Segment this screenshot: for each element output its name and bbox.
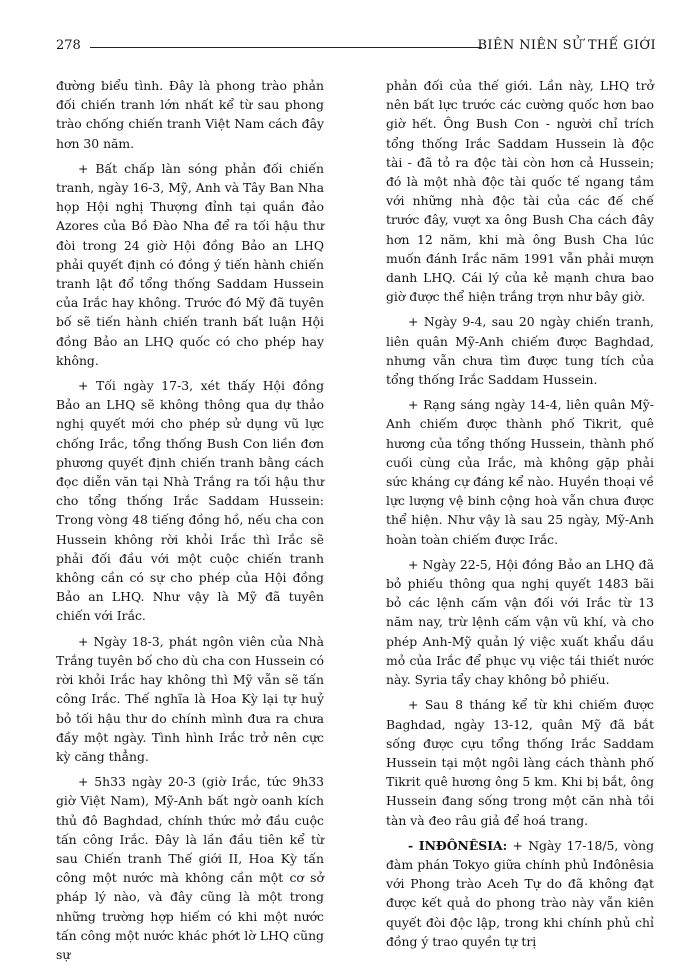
paragraph: + Ngày 22-5, Hội đồng Bảo an LHQ đã bỏ phiếu thông qua nghị quyết 1483 bãi bỏ các lệnh cấm vận đối với Irắc từ 13 năm nay, trừ lệnh cấm vận vũ khí, và cho phép Anh-Mỹ quản lý việc xuất khẩu dầu mỏ của Irắc để phục vụ việc tái thiết nước này. Syria tẩy chay không bỏ phiếu. — [386, 556, 654, 688]
paragraph-text: + Ngày 17-18/5, vòng đàm phán Tokyo giữa chính phủ Inđônêsia với Phong trào Aceh Tự do đã không đạt được kết quả do phong trào này vẫn kiên quyết đòi độc lập, trong khi chính phủ chỉ đồng ý trao quyền tự trị — [386, 837, 654, 949]
paragraph: + Ngày 18-3, phát ngôn viên của Nhà Trắng tuyên bố cho dù cha con Hussein có rời khỏi Irắc hay không thì Mỹ vẫn sẽ tấn công Irắc. Thế nghĩa là Hoa Kỳ lại tự huỷ bỏ tối hậu thư do chính mình đưa ra chưa đầy một ngày. Tình hình Irắc trở nên cực kỳ căng thẳng. — [56, 633, 324, 764]
paragraph: + Tối ngày 17-3, xét thấy Hội đồng Bảo an LHQ sẽ không thông qua dự thảo nghị quyết mới cho phép sử dụng vũ lực chống Irắc, tổng thống Bush Con liền đơn phương quyết định chiến tranh bằng cách đọc diễn văn tại Nhà Trắng ra tối hậu thư cho tổng thống Irắc Saddam Hussein: Trong vòng 48 tiếng đồng hồ, nếu cha con Hussein không rời khỏi Irắc thì Irắc sẽ phải đối đầu với một cuộc chiến tranh không cần có sự cho phép của Hội đồng Bảo an LHQ. Như vậy là Mỹ đã tuyên chiến với Irắc. — [56, 378, 324, 624]
left-column — [56, 76, 324, 970]
paragraph: + Ngày 9-4, sau 20 ngày chiến tranh, liên quân Mỹ-Anh chiếm được Baghdad, nhưng vẫn chưa tìm được tung tích của tổng thống Irắc Saddam Hussein. — [386, 314, 654, 388]
running-title: BIÊN NIÊN SỬ THẾ GIỚI — [477, 38, 656, 53]
paragraph: + Rạng sáng ngày 14-4, liên quân Mỹ-Anh chiếm được thành phố Tikrit, quê hương của tổng thống Hussein, thành phố cuối cùng của Irắc, mà không gặp phải sức kháng cự đáng kể nào. Huyền thoại về lực lượng vệ binh cộng hoà vẫn chưa được thể hiện. Như vậy là sau 25 ngày, Mỹ-Anh hoàn toàn chiếm được Irắc. — [386, 397, 654, 547]
header-rule — [90, 47, 482, 48]
page-header — [56, 38, 656, 58]
paragraph: + Sau 8 tháng kể từ khi chiếm được Baghdad, ngày 13-12, quân Mỹ đã bắt sống được cựu tổng thống Irắc Saddam Hussein tại một ngôi làng cách thành phố Tikrit quê hương ông 5 km. Khi bị bắt, ông Hussein đang sống trong một căn nhà tồi tàn và đeo râu giả để hoá trang. — [386, 697, 654, 828]
paragraph: + Bất chấp làn sóng phản đối chiến tranh, ngày 16-3, Mỹ, Anh và Tây Ban Nha họp Hội nghị Thượng đỉnh tại quần đảo Azores của Bồ Đào Nha để ra tối hậu thư đòi trong 24 giờ Hội đồng Bảo an LHQ phải quyết định có đồng ý tiến hành chiến tranh lật đổ tổng thống Saddam Hussein của Irắc hay không. Trước đó Mỹ đã tuyên bố sẽ tiến hành chiến tranh bất luận Hội đồng Bảo an LHQ quốc có cho phép hay không. — [56, 160, 324, 368]
right-column — [386, 76, 654, 957]
paragraph-indonesia — [386, 836, 654, 951]
paragraph: phản đối của thế giới. Lần này, LHQ trở nên bất lực trước các cường quốc hơn bao giờ hết. Ông Bush Con - người chỉ trích tổng thống Irắc Saddam Hussein là độc tài - đã tỏ ra độc tài còn hơn cả Hussein; đó là một nhà độc tài quốc tế ngang tầm với những nhà độc tài của các đế chế trước đây, vượt xa ông Bush Cha cách đây hơn 12 năm, khi mà ông Bush Cha lúc muốn đánh Irắc năm 1991 vẫn phải mượn danh LHQ. Cái lý của kẻ mạnh chưa bao giờ được thể hiện trắng trợn như bây giờ. — [386, 78, 654, 305]
paragraph: đường biểu tình. Đây là phong trào phản đối chiến tranh lớn nhất kể từ sau phong trào chống chiến tranh Việt Nam cách đây hơn 30 năm. — [56, 78, 324, 151]
country-heading: - INĐÔNÊSIA: — [408, 837, 508, 853]
page-number: 278 — [56, 38, 81, 53]
paragraph: + 5h33 ngày 20-3 (giờ Irắc, tức 9h33 giờ Việt Nam), Mỹ-Anh bất ngờ oanh kích thủ đô Baghdad, chính thức mở đầu cuộc tấn công Irắc. Đây là lần đầu tiên kể từ sau Chiến tranh Thế giới II, Hoa Kỳ tấn công một nước mà không cần một cơ sở pháp lý nào, và đây cũng là một trong những trường hợp hiếm có khi một nước tấn công một nước khác phớt lờ LHQ cũng sự — [56, 774, 324, 962]
